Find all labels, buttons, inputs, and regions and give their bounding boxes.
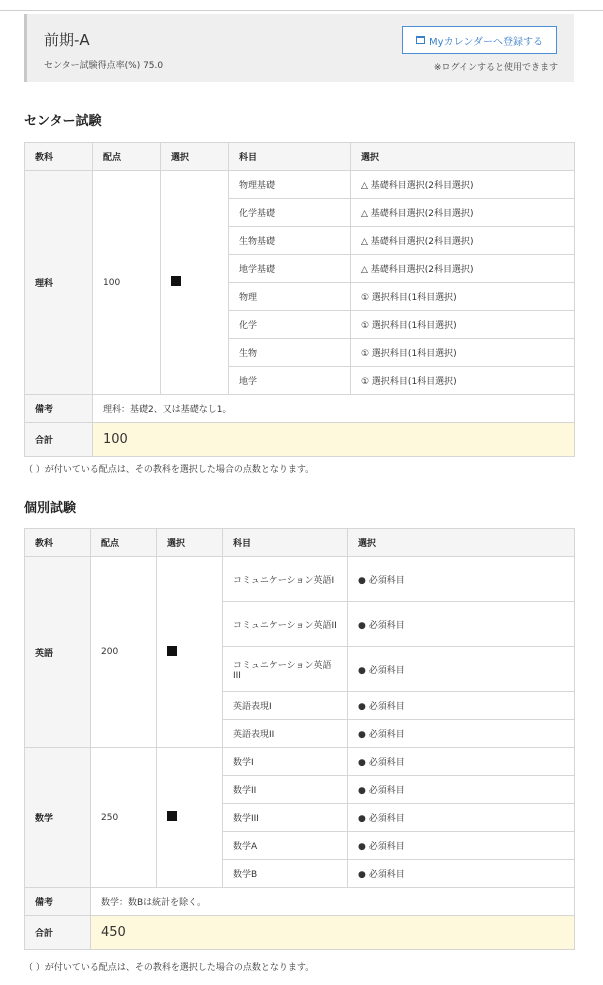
course-name: コミュニケーション英語III <box>223 647 348 692</box>
course-name: 生物基礎 <box>229 227 351 255</box>
course-selection: ● 必須科目 <box>348 748 575 776</box>
remarks-text: 理科：基礎2、又は基礎なし1。 <box>93 395 575 423</box>
remarks-row <box>25 395 575 423</box>
course-name: 英語表現I <box>223 692 348 720</box>
remarks-label: 備考 <box>25 395 93 423</box>
course-name: コミュニケーション英語I <box>223 557 348 602</box>
course-selection: ● 必須科目 <box>348 720 575 748</box>
remarks-label: 備考 <box>25 888 91 916</box>
course-selection: ① 選択科目(1科目選択) <box>351 367 575 395</box>
course-selection: ● 必須科目 <box>348 860 575 888</box>
select-cell <box>161 171 229 395</box>
subject-cell: 英語 <box>25 557 91 748</box>
top-divider <box>0 10 603 11</box>
course-selection: ① 選択科目(1科目選択) <box>351 311 575 339</box>
individual-section-title: 個別試験 <box>24 501 77 516</box>
course-selection: △ 基礎科目選択(2科目選択) <box>351 171 575 199</box>
course-name: 化学基礎 <box>229 199 351 227</box>
remarks-row <box>25 888 575 916</box>
course-selection: ● 必須科目 <box>348 557 575 602</box>
col-header: 科目 <box>223 529 348 557</box>
course-name: 英語表現II <box>223 720 348 748</box>
center-table <box>24 142 575 457</box>
col-header: 選択 <box>161 143 229 171</box>
table-row <box>25 171 575 199</box>
course-name: 化学 <box>229 311 351 339</box>
course-name: 物理基礎 <box>229 171 351 199</box>
subject-cell: 数学 <box>25 748 91 888</box>
course-name: 数学I <box>223 748 348 776</box>
course-name: 数学III <box>223 804 348 832</box>
total-value: 100 <box>93 423 575 457</box>
course-name: コミュニケーション英語II <box>223 602 348 647</box>
course-selection: ● 必須科目 <box>348 692 575 720</box>
course-selection: △ 基礎科目選択(2科目選択) <box>351 255 575 283</box>
individual-note: （ ）が付いている配点は、その教科を選択した場合の点数となります。 <box>24 963 315 973</box>
login-note: ※ログインすると使用できます <box>433 63 558 73</box>
center-note: （ ）が付いている配点は、その教科を選択した場合の点数となります。 <box>24 465 315 475</box>
table-header-row <box>25 143 575 171</box>
points-cell: 100 <box>93 171 161 395</box>
points-cell: 200 <box>91 557 157 748</box>
center-section-title: センター試験 <box>24 114 102 129</box>
course-selection: △ 基礎科目選択(2科目選択) <box>351 227 575 255</box>
calendar-button-label: Myカレンダーへ登録する <box>429 36 543 48</box>
exam-header <box>24 14 574 82</box>
col-header: 選択 <box>351 143 575 171</box>
col-header: 科目 <box>229 143 351 171</box>
course-name: 数学II <box>223 776 348 804</box>
col-header: 教科 <box>25 529 91 557</box>
selected-square-icon <box>167 811 177 821</box>
course-selection: ● 必須科目 <box>348 602 575 647</box>
add-to-calendar-button[interactable] <box>402 26 557 54</box>
table-row <box>25 748 575 776</box>
exam-title: 前期-A <box>44 31 90 49</box>
total-value: 450 <box>91 916 575 950</box>
selected-square-icon <box>171 276 181 286</box>
course-name: 物理 <box>229 283 351 311</box>
points-cell: 250 <box>91 748 157 888</box>
course-name: 数学A <box>223 832 348 860</box>
table-row <box>25 557 575 602</box>
individual-table <box>24 528 575 950</box>
course-selection: ● 必須科目 <box>348 832 575 860</box>
total-label: 合計 <box>25 423 93 457</box>
col-header: 配点 <box>93 143 161 171</box>
calendar-icon <box>416 36 425 44</box>
remarks-text: 数学：数Bは統計を除く。 <box>91 888 575 916</box>
center-rate: センター試験得点率(%) 75.0 <box>44 61 164 71</box>
course-name: 地学 <box>229 367 351 395</box>
total-label: 合計 <box>25 916 91 950</box>
course-selection: ● 必須科目 <box>348 647 575 692</box>
course-selection: ① 選択科目(1科目選択) <box>351 283 575 311</box>
course-selection: △ 基礎科目選択(2科目選択) <box>351 199 575 227</box>
subject-cell: 理科 <box>25 171 93 395</box>
course-selection: ● 必須科目 <box>348 804 575 832</box>
col-header: 選択 <box>157 529 223 557</box>
course-name: 数学B <box>223 860 348 888</box>
total-row <box>25 916 575 950</box>
select-cell <box>157 557 223 748</box>
course-selection: ● 必須科目 <box>348 776 575 804</box>
course-name: 生物 <box>229 339 351 367</box>
table-header-row <box>25 529 575 557</box>
course-name: 地学基礎 <box>229 255 351 283</box>
course-selection: ① 選択科目(1科目選択) <box>351 339 575 367</box>
selected-square-icon <box>167 646 177 656</box>
col-header: 配点 <box>91 529 157 557</box>
select-cell <box>157 748 223 888</box>
col-header: 選択 <box>348 529 575 557</box>
col-header: 教科 <box>25 143 93 171</box>
total-row <box>25 423 575 457</box>
